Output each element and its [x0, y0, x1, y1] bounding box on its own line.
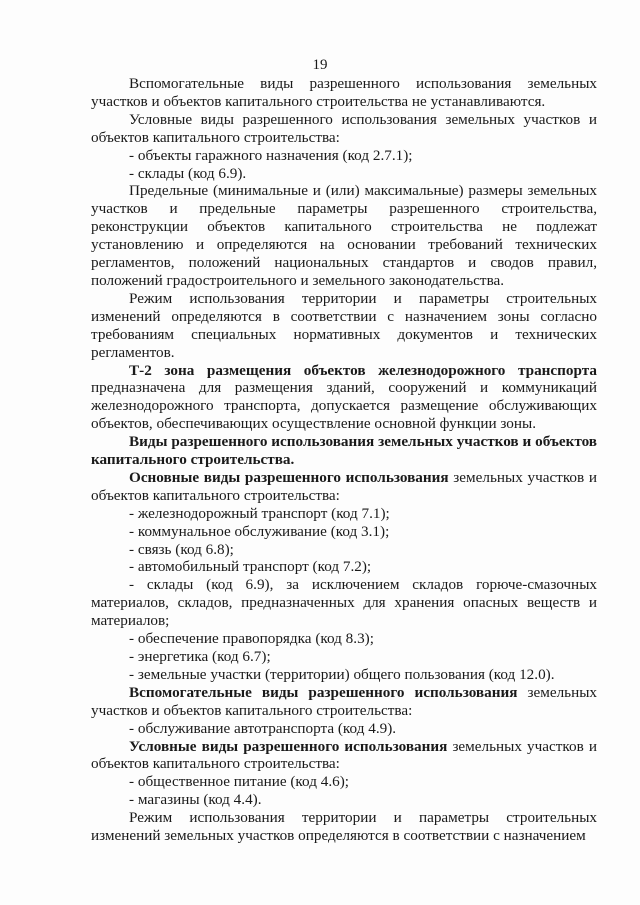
paragraph: Условные виды разрешенного использования земельных участков и объектов капитального строительства:: [91, 110, 597, 146]
list-item: - коммунальное обслуживание (код 3.1);: [129, 522, 390, 540]
zone-title: Т-2 зона размещения объектов железнодорожного транспорта: [129, 361, 597, 379]
auxiliary-uses-text: земельных участков и объектов капитального строительства:: [91, 683, 597, 719]
list-item: - обслуживание автотранспорта (код 4.9).: [129, 719, 397, 737]
list-item: - энергетика (код 6.7);: [129, 648, 271, 665]
auxiliary-uses-title: Вспомогательные виды разрешенного использования: [129, 683, 518, 701]
page-number: 19: [312, 57, 328, 73]
conditional-uses-text: земельных участков и объектов капитального строительства:: [91, 737, 597, 773]
document-body: [91, 75, 597, 845]
paragraph: Режим использования территории и параметры строительных изменений земельных участков определяются в соответствии с назначением: [91, 809, 597, 845]
list-item: - магазины (код 4.4).: [129, 791, 262, 809]
list-item: - склады (код 6.9).: [129, 164, 247, 182]
list-item: - склады (код 6.9), за исключением складов горюче-смазочных материалов, складов, предназначенных для хранения опасных веществ и материалов;: [91, 576, 597, 630]
list-item: - обеспечение правопорядка (код 8.3);: [129, 630, 374, 648]
list-item: - объекты гаражного назначения (код 2.7.1);: [129, 146, 413, 164]
list-item: - земельные участки (территории) общего пользования (код 12.0).: [129, 665, 555, 683]
conditional-uses-paragraph: [91, 738, 597, 774]
auxiliary-uses-paragraph: [91, 684, 597, 720]
list-item: - железнодорожный транспорт (код 7.1);: [129, 504, 390, 522]
main-uses-text: земельных участков и объектов капитального строительства:: [91, 468, 597, 504]
main-uses-paragraph: [91, 469, 597, 505]
paragraph: Режим использования территории и параметры строительных изменений определяются в соответствии с назначением зоны согласно требованиям специальных нормативных документов и технических регламентов.: [91, 289, 597, 361]
list-item: - связь (код 6.8);: [129, 540, 234, 558]
list-item: - общественное питание (код 4.6);: [129, 773, 349, 791]
conditional-uses-title: Условные виды разрешенного использования: [129, 737, 448, 755]
main-uses-title: Основные виды разрешенного использования: [129, 468, 449, 486]
zone-description: предназначена для размещения зданий, сооружений и коммуникаций железнодорожного транспорта, допускается размещение обслуживающих объектов, обеспечивающих осуществление основной функции зоны.: [91, 379, 597, 433]
list-item: - автомобильный транспорт (код 7.2);: [129, 558, 372, 576]
paragraph: Вспомогательные виды разрешенного использования земельных участков и объектов капитального строительства не устанавливаются.: [91, 75, 597, 110]
zone-heading-paragraph: [91, 362, 597, 434]
paragraph: Предельные (минимальные и (или) максимальные) размеры земельных участков и предельные параметры разрешенного строительства, реконструкции объектов капитального строительства не подлежат установлению и определяются на основании требований технических регламентов, положений национальных стандартов и сводов правил, положений градостроительного и земельного законодательства.: [91, 182, 597, 289]
section-heading: Виды разрешенного использования земельных участков и объектов капитального строительства.: [91, 433, 597, 469]
